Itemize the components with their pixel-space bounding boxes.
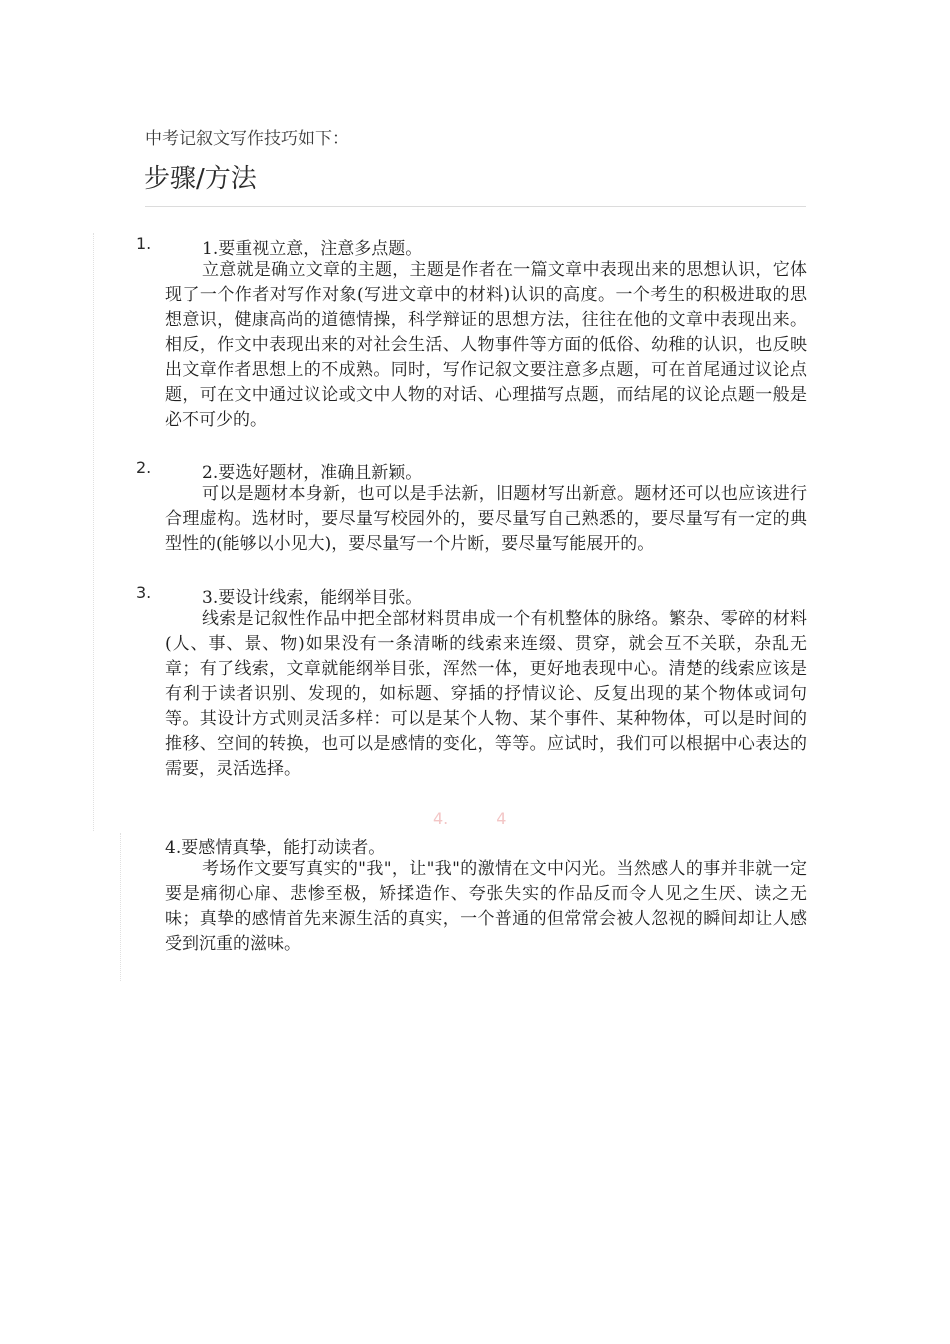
step-body: 立意就是确立文章的主题，主题是作者在一篇文章中表现出来的思想认识，它体现了一个作者对写作对象(写进文章中的材料)认识的高度。一个考生的积极进取的思想意识，健康高尚的道德情操，科学辩证的思想方法，往往在他的文章中表现出来。相反，作文中表现出来的对社会生活、人物事件等方面的低俗、幼稚的认识，也反映出文章作者思想上的不成熟。同时，写作记叙文要注意多点题，可在首尾通过议论点题，可在文中通过议论或文中人物的对话、心理描写点题，而结尾的议论点题一般是必不可少的。 bbox=[165, 260, 807, 430]
step-number: 2. bbox=[136, 458, 152, 477]
step-number: 1. bbox=[136, 234, 152, 253]
step-number: 3. bbox=[136, 583, 152, 602]
step-body: 线索是记叙性作品中把全部材料贯串成一个有机整体的脉络。繁杂、零碎的材料(人、事、景、物)如果没有一条清晰的线索来连缀、贯穿，就会互不关联，杂乱无章；有了线索，文章就能纲举目张，浑然一体，更好地表现中心。清楚的线索应该是有利于读者识别、发现的，如标题、穿插的抒情议论、反复出现的某个物体或词句等。其设计方式则灵活多样：可以是某个人物、某个事件、某种物体，可以是时间的推移、空间的转换，也可以是感情的变化，等等。应试时，我们可以根据中心表达的需要，灵活选择。 bbox=[165, 609, 807, 779]
list-left-border-lower bbox=[120, 833, 121, 981]
heading-divider bbox=[145, 206, 806, 207]
step-number: 4. bbox=[433, 809, 449, 828]
step-title: 4.要感情真挚，能打动读者。 bbox=[165, 838, 386, 858]
step-4-faded-marker bbox=[433, 809, 506, 828]
step-body: 考场作文要写真实的"我"，让"我"的激情在文中闪光。当然感人的事并非就一定要是痛彻心扉、悲惨至极，矫揉造作、夸张失实的作品反而令人见之生厌、读之无味；真挚的感情首先来源生活的真实，一个普通的但常常会被人忽视的瞬间却让人感受到沉重的滋味。 bbox=[165, 859, 807, 954]
step-title: 3.要设计线索，能纲举目张。 bbox=[202, 588, 423, 608]
intro-text: 中考记叙文写作技巧如下： bbox=[145, 129, 349, 149]
step-body: 可以是题材本身新，也可以是手法新，旧题材写出新意。题材还可以也应该进行合理虚构。选材时，要尽量写校园外的，要尽量写自己熟悉的，要尽量写有一定的典型性的(能够以小见大)，要尽量写一个片断，要尽量写能展开的。 bbox=[165, 484, 807, 554]
page-heading: 步骤/方法 bbox=[144, 164, 257, 194]
step-title: 2.要选好题材，准确且新颖。 bbox=[202, 463, 423, 483]
step-title: 1.要重视立意，注意多点题。 bbox=[202, 239, 423, 259]
list-left-border bbox=[93, 233, 94, 831]
step-number-alt: 4 bbox=[496, 809, 507, 828]
